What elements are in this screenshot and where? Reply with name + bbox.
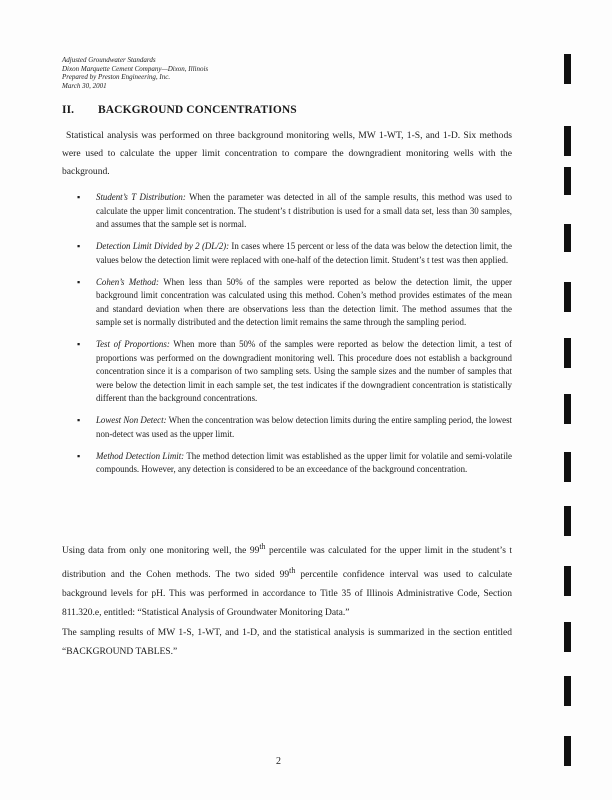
superscript: th	[259, 542, 266, 551]
binding-mark	[564, 338, 571, 368]
bullet-icon: ▪	[77, 276, 81, 287]
section-title: BACKGROUND CONCENTRATIONS	[98, 104, 297, 116]
header-line-preparer: Prepared by Preston Engineering, Inc.	[62, 73, 171, 82]
binding-mark	[564, 126, 571, 156]
list-item	[62, 240, 512, 267]
intro-paragraph: Statistical analysis was performed on three background monitoring wells, MW 1-WT, 1-S, and 1-D. Six methods were used to calculate the upper limit concentration to compare the downgradient monitoring wells with the background.	[62, 130, 512, 178]
binding-mark	[564, 167, 571, 195]
binding-mark	[564, 54, 571, 84]
binding-mark	[564, 676, 571, 706]
summary-paragraph: The sampling results of MW 1-S, 1-WT, and 1-D, and the statistical analysis is summarized in the section entitled “BACKGROUND TABLES.”	[62, 628, 512, 657]
method-description: When the parameter was detected in all of the sample results, this method was used to calculate the upper limit concentration. The student’s t distribution is used for a small data set, less than 30 samples, and assumes that the sample set is normal.	[96, 192, 512, 229]
bullet-icon: ▪	[77, 450, 81, 461]
binding-mark	[564, 224, 571, 252]
list-item	[62, 276, 512, 330]
bullet-icon: ▪	[77, 415, 81, 425]
paragraph-text: percentile was calculated for the upper limit in the student’s t distribution and the Cohen methods. The two sided 99	[62, 546, 512, 581]
method-description: The method detection limit was established as the upper limit for volatile and semi-volatile compounds. However, any detection is considered to be an exceedance of the background concentration.	[96, 450, 512, 474]
paragraph-text: Using data from only one monitoring well, the 99	[62, 546, 260, 557]
method-term: Detection Limit Divided by 2 (DL/2):	[96, 241, 230, 251]
methods-list	[62, 191, 512, 485]
binding-mark	[564, 736, 571, 766]
method-term: Student’s T Distribution:	[96, 192, 186, 202]
bullet-icon: ▪	[77, 192, 81, 202]
header-line-title: Adjusted Groundwater Standards	[62, 56, 156, 64]
header-line-date: March 30, 2001	[62, 81, 107, 90]
binding-mark	[564, 394, 571, 424]
header-line-company: Dixon Marquette Cement Company—Dixon, Illinois	[62, 64, 209, 73]
method-description: When the concentration was below detection limits during the entire sampling period, the lowest non-detect was used as the upper limit.	[96, 415, 512, 439]
method-term: Method Detection Limit:	[96, 450, 185, 461]
method-term: Cohen’s Method:	[96, 276, 159, 287]
section-heading	[62, 104, 297, 116]
binding-mark	[564, 506, 571, 536]
percentile-paragraph	[62, 537, 512, 623]
section-number: II.	[62, 104, 75, 116]
page-number: 2	[276, 756, 281, 767]
superscript: th	[289, 566, 296, 576]
binding-mark	[564, 452, 571, 482]
binding-marks	[562, 0, 576, 800]
binding-mark	[564, 622, 571, 652]
binding-mark	[564, 282, 571, 312]
list-item	[62, 191, 512, 232]
bullet-icon: ▪	[77, 339, 81, 349]
method-description: When more than 50% of the samples were reported as below the detection limit, a test of proportions was performed on the downgradient monitoring well. This procedure does not establish a background concentration since it is a comparison of two sampling sets. Using the sample sizes and the number of samples that were below the detection limit in each sample set, the test indicates if the downgradient concentration is statistically different than the background concentrations.	[96, 339, 512, 403]
list-item	[62, 414, 512, 441]
binding-mark	[564, 566, 571, 596]
method-term: Test of Proportions:	[96, 339, 170, 349]
list-item	[62, 450, 512, 477]
method-description: In cases where 15 percent or less of the data was below the detection limit, the values below the detection limit were replaced with one-half of the detection limit. Student’s t test was then applied.	[96, 241, 512, 265]
bullet-icon: ▪	[77, 241, 81, 251]
method-description: When less than 50% of the samples were reported as below the detection limit, the upper background limit concentration was calculated using this method. Cohen’s method provides estimates of the mean and standard deviation when there are observations less than the detection limit. The method assumes that the sample set is normally distributed and the detection limit remains the same through the sampling period.	[96, 276, 512, 327]
method-term: Lowest Non Detect:	[96, 415, 167, 425]
paragraph-text: percentile confidence interval was used to calculate background levels for pH. This was performed in accordance to Title 35 of Illinois Administrative Code, Section 811.320.e, entitled: “Statistical Analysis of Groundwater Monitoring Data.”	[62, 570, 512, 619]
list-item	[62, 338, 512, 406]
running-header	[62, 56, 208, 90]
